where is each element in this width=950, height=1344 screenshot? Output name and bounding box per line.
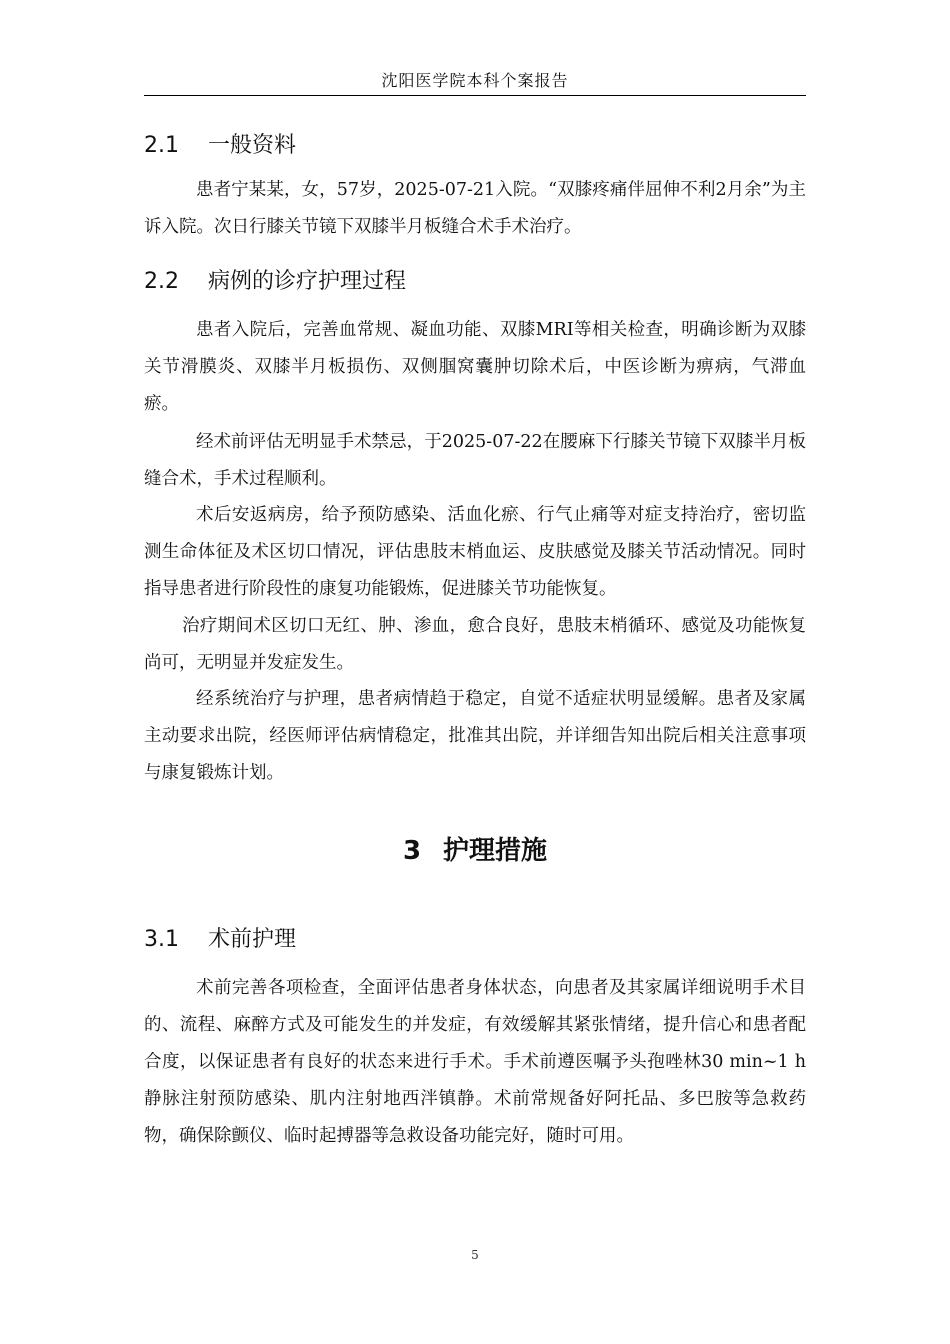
chapter-title: 护理措施 <box>443 836 548 866</box>
chapter-3-heading <box>144 830 806 867</box>
paragraph: 经术前评估无明显手术禁忌，于2025-07-22在腰麻下行膝关节镜下双膝半月板缝合术，手术过程顺利。 <box>144 432 806 489</box>
chapter-number: 3 <box>402 836 422 866</box>
section-title: 一般资料 <box>208 133 297 158</box>
paragraph: 经系统治疗与护理，患者病情趋于稳定，自觉不适症状明显缓解。患者及家属主动要求出院，经医师评估病情稳定，批准其出院，并详细告知出院后相关注意事项与康复锻炼计划。 <box>144 689 806 783</box>
paragraph: 术前完善各项检查，全面评估患者身体状态，向患者及其家属详细说明手术目的、流程、麻醉方式及可能发生的并发症，有效缓解其紧张情绪，提升信心和患者配合度，以保证患者有良好的状态来进行手术。手术前遵医嘱予头孢唑林30 min~1 h静脉注射预防感染、肌内注射地西泮镇静。术前常规备好阿托品、多巴胺等急救药物，确保除颤仪、临时起搏器等急救设备功能完好，随时可用。 <box>144 978 806 1146</box>
section-number: 2.1 <box>144 133 179 158</box>
page-header: 沈阳医学院本科个案报告 <box>144 68 806 96</box>
paragraph: 术后安返病房，给予预防感染、活血化瘀、行气止痛等对症支持治疗，密切监测生命体征及术区切口情况，评估患肢末梢血运、皮肤感觉及膝关节活动情况。同时指导患者进行阶段性的康复功能锻炼，促进膝关节功能恢复。 <box>144 505 806 599</box>
section-3-1-heading <box>144 922 296 953</box>
page-number: 5 <box>471 1248 479 1262</box>
section-number: 2.2 <box>144 269 179 294</box>
section-2-2-heading <box>144 264 406 295</box>
section-title: 病例的诊疗护理过程 <box>208 269 407 294</box>
paragraph: 患者宁某某，女，57岁，2025-07-21入院。“双膝疼痛伴屈伸不利2月余”为主诉入院。次日行膝关节镜下双膝半月板缝合术手术治疗。 <box>144 180 806 237</box>
section-2-1-heading <box>144 128 296 159</box>
section-title: 术前护理 <box>208 927 297 952</box>
section-number: 3.1 <box>144 927 179 952</box>
paragraph: 治疗期间术区切口无红、肿、渗血，愈合良好，患肢末梢循环、感觉及功能恢复尚可，无明显并发症发生。 <box>144 616 806 673</box>
paragraph: 患者入院后，完善血常规、凝血功能、双膝MRI等相关检查，明确诊断为双膝关节滑膜炎、双膝半月板损伤、双侧腘窝囊肿切除术后，中医诊断为痹病，气滞血瘀。 <box>144 320 806 414</box>
